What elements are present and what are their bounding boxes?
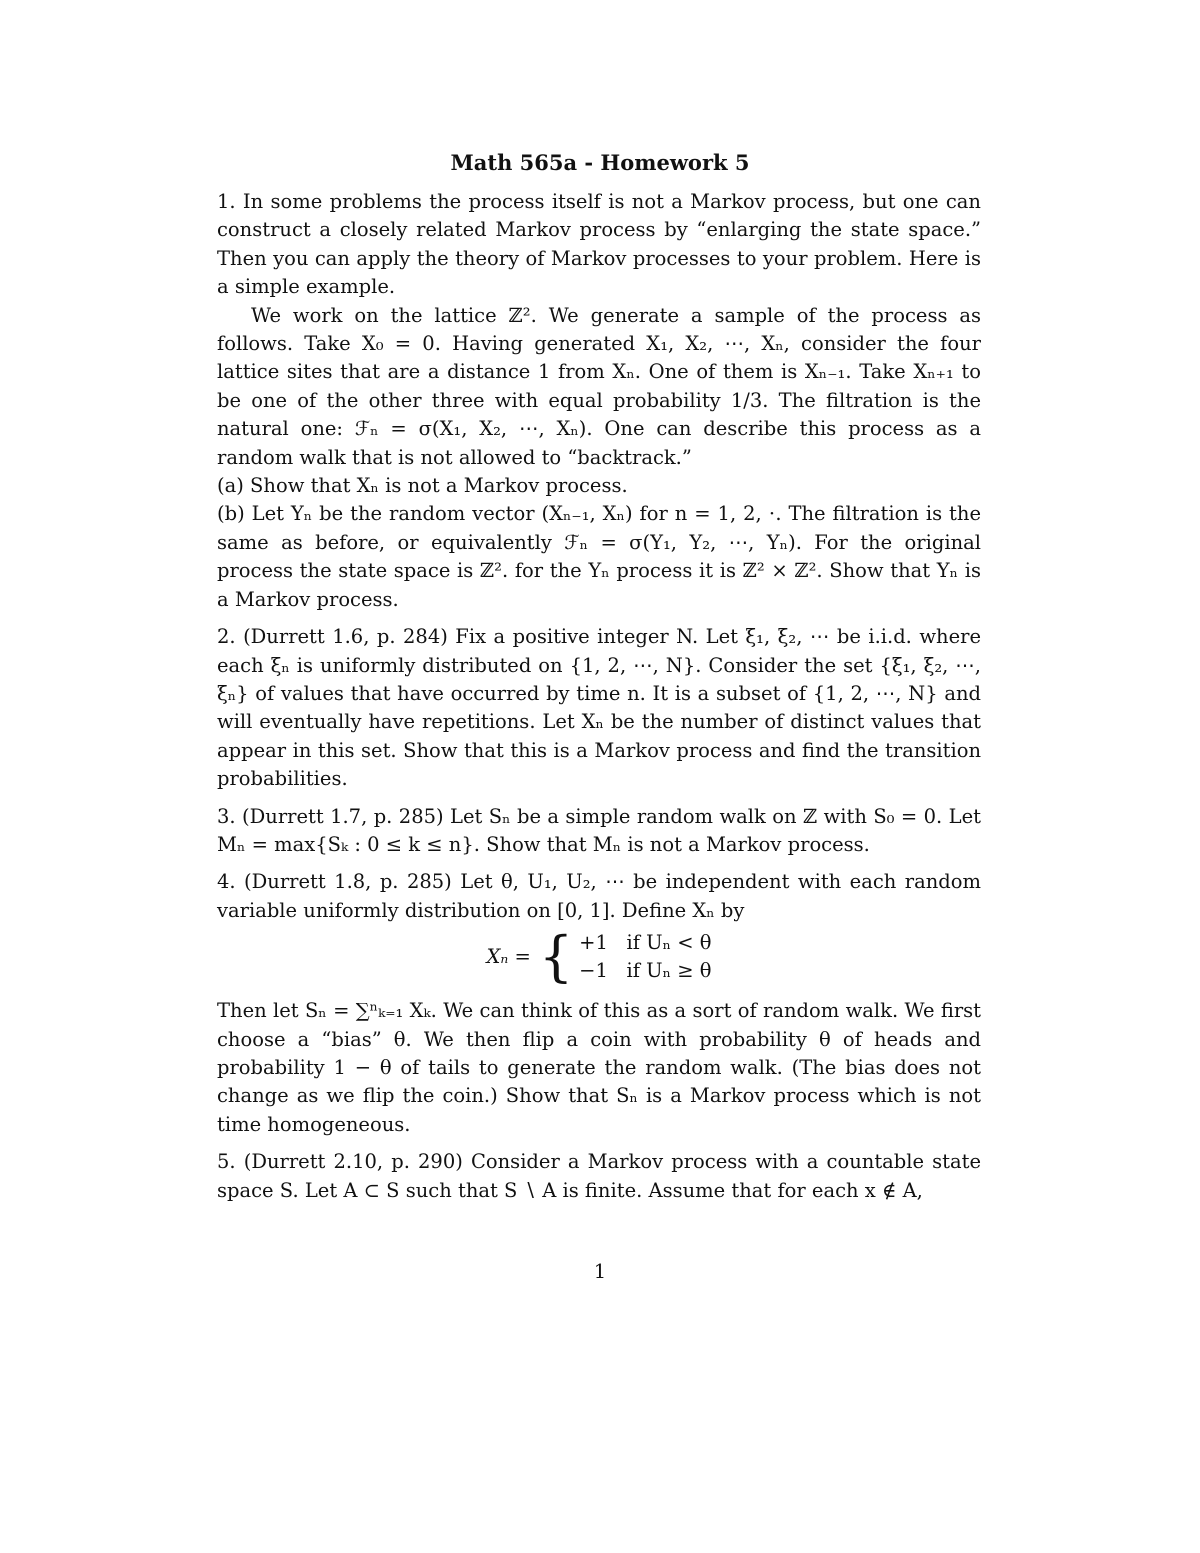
problem-3: 3. (Durrett 1.7, p. 285) Let Sₙ be a simple random walk on ℤ with S₀ = 0. Let Mₙ = max{Sₖ : 0 ≤ k ≤ n}. Show that Mₙ is not a Markov process.	[217, 804, 981, 856]
document-body	[217, 188, 981, 1214]
problem-5: 5. (Durrett 2.10, p. 290) Consider a Markov process with a countable state space S. Let A ⊂ S such that S ∖ A is finite. Assume that for each x ∉ A,	[217, 1150, 981, 1202]
problem-1-setup: We work on the lattice ℤ². We generate a sample of the process as follows. Take X₀ = 0. Having generated X₁, X₂, ⋯, Xₙ, consider the four lattice sites that are a distance 1 from Xₙ. One of them is Xₙ₋₁. Take Xₙ₊₁ to be one of the other three with equal probability 1/3. The filtration is the natural one: ℱₙ = σ(X₁, X₂, ⋯, Xₙ). One can describe this process as a random walk that is not allowed to “backtrack.”	[217, 303, 981, 469]
problem-2: 2. (Durrett 1.6, p. 284) Fix a positive integer N. Let ξ₁, ξ₂, ⋯ be i.i.d. where each ξₙ is uniformly distributed on {1, 2, ⋯, N}. Consider the set {ξ₁, ξ₂, ⋯, ξₙ} of values that have occurred by time n. It is a subset of {1, 2, ⋯, N} and will eventually have repetitions. Let Xₙ be the number of distinct values that appear in this set. Show that this is a Markov process and find the transition probabilities.	[217, 625, 981, 791]
problem-4-intro: 4. (Durrett 1.8, p. 285) Let θ, U₁, U₂, ⋯ be independent with each random variable uniformly distribution on [0, 1]. Define Xₙ by	[217, 870, 981, 922]
problem-1-intro: 1. In some problems the process itself is not a Markov process, but one can construct a closely related Markov process by “enlarging the state space.” Then you can apply the theory of Markov processes to your problem. Here is a simple example.	[217, 190, 981, 299]
case-1: +1 if Uₙ < θ	[579, 931, 712, 955]
case-2: −1 if Uₙ ≥ θ	[579, 959, 712, 983]
display-lhs: Xₙ =	[486, 944, 531, 968]
left-brace: {	[538, 925, 574, 989]
cases	[579, 929, 711, 985]
page-title: Math 565a - Homework 5	[450, 150, 750, 175]
problem-1-part-a: (a) Show that Xₙ is not a Markov process.	[217, 474, 628, 498]
piecewise-definition	[217, 925, 981, 989]
problem-4-after: Then let Sₙ = ∑ⁿₖ₌₁ Xₖ. We can think of this as a sort of random walk. We first choose a “bias” θ. We then flip a coin with probability θ of heads and probability 1 − θ of tails to generate the random walk. (The bias does not change as we flip the coin.) Show that Sₙ is a Markov process which is not time homogeneous.	[217, 999, 981, 1136]
page-number: 1	[593, 1260, 607, 1283]
problem-1-part-b: (b) Let Yₙ be the random vector (Xₙ₋₁, Xₙ) for n = 1, 2, ⋅. The filtration is the same as before, or equivalently ℱₙ = σ(Y₁, Y₂, ⋯, Yₙ). For the original process the state space is ℤ². for the Yₙ process it is ℤ² × ℤ². Show that Yₙ is a Markov process.	[217, 502, 981, 611]
